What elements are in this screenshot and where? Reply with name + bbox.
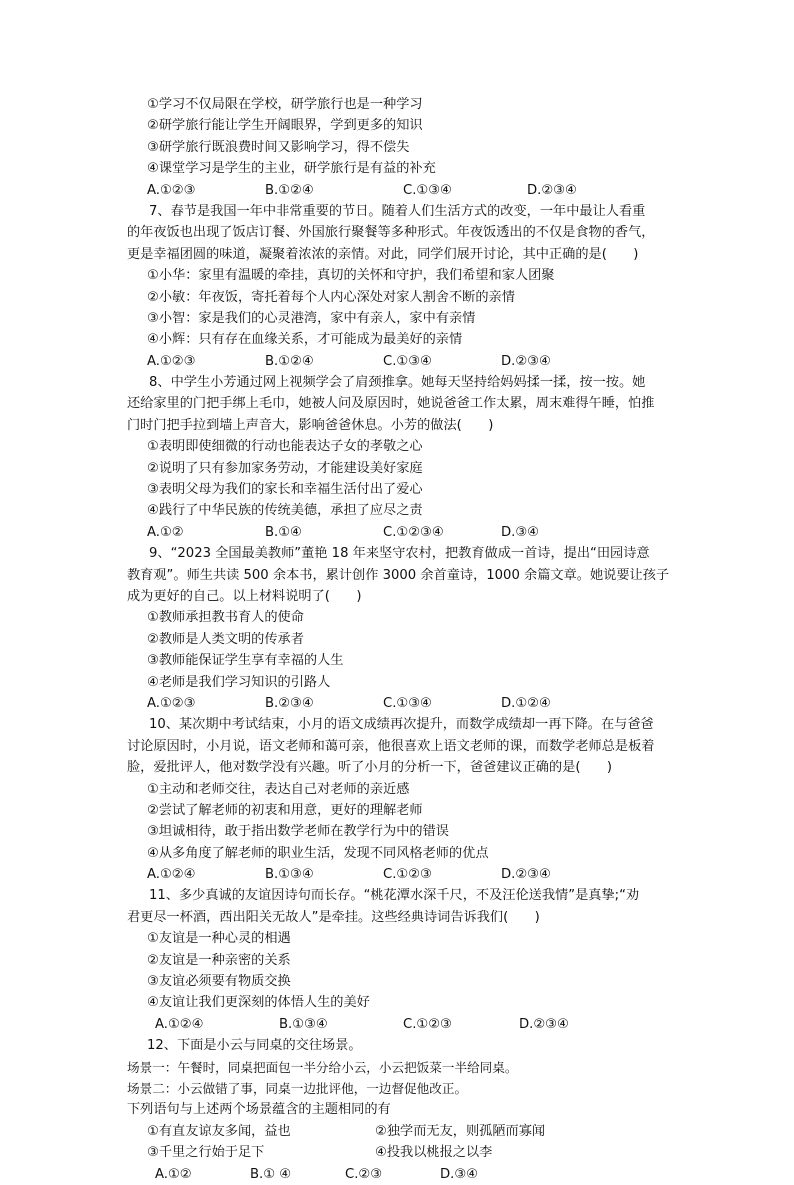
q9-stem-line-3: 成为更好的自己。以上材料说明了( ) [127, 588, 362, 604]
q10-options [127, 864, 687, 885]
q7-item-3: ③小智：家是我们的心灵港湾，家中有亲人，家中有亲情 [147, 310, 476, 326]
q11-item-1: ①友谊是一种心灵的相遇 [147, 931, 291, 947]
q12-items-row-2 [127, 1142, 687, 1163]
q12-option-c[interactable]: C.②③ [345, 1166, 383, 1182]
q12-options [127, 1164, 687, 1185]
q11-block [127, 885, 687, 1035]
q9-option-c[interactable]: C.①③④ [383, 695, 432, 711]
q12-item-3: ③千里之行始于足下 [147, 1145, 265, 1161]
q10-option-d[interactable]: D.②③④ [501, 867, 551, 883]
q7-option-d[interactable]: D.②③④ [501, 353, 551, 369]
q11-stem-line-2: 君更尽一杯酒，西出阳关无故人”是牵挂。这些经典诗词告诉我们( ) [127, 909, 540, 925]
q8-stem-line-1: 8、中学生小芳通过网上视频学会了肩颈推拿。她每天坚持给妈妈揉一揉，按一按。她 [149, 375, 646, 391]
q12-scene-1: 场景一：午餐时，同桌把面包一半分给小云，小云把饭菜一半给同桌。 [127, 1059, 518, 1075]
q6-option-a[interactable]: A.①②③ [147, 182, 196, 198]
q11-item-3: ③友谊必须要有物质交换 [147, 974, 291, 990]
q10-item-4: ④从多角度了解老师的职业生活，发现不同风格老师的优点 [147, 845, 489, 861]
q11-option-c[interactable]: C.①②③ [403, 1016, 452, 1032]
q7-option-b[interactable]: B.①②④ [265, 353, 314, 369]
q10-option-b[interactable]: B.①③④ [265, 867, 314, 883]
q11-item-2: ②友谊是一种亲密的关系 [147, 952, 291, 968]
q8-option-b[interactable]: B.①④ [265, 524, 302, 540]
q12-stem: 12、下面是小云与同桌的交往场景。 [147, 1038, 362, 1054]
q7-item-1: ①小华：家里有温暖的牵挂，真切的关怀和守护，我们希望和家人团聚 [147, 268, 555, 284]
q10-item-3: ③坦诚相待，敢于指出数学老师在教学行为中的错误 [147, 824, 449, 840]
q9-item-1: ①教师承担教书育人的使命 [147, 610, 304, 626]
q11-item-4: ④友谊让我们更深刻的体悟人生的美好 [147, 995, 370, 1011]
q8-option-d[interactable]: D.③④ [501, 524, 539, 540]
q8-item-3: ③表明父母为我们的家长和幸福生活付出了爱心 [147, 482, 423, 498]
q11-stem-line-1: 11、多少真诚的友谊因诗句而长存。“桃花潭水深千尺，不及汪伦送我情”是真挚;“劝 [149, 888, 640, 904]
q11-option-a[interactable]: A.①②④ [155, 1016, 204, 1032]
q12-item-4: ④投我以桃报之以李 [375, 1145, 493, 1161]
q8-options [127, 522, 687, 543]
q7-item-2: ②小敏：年夜饭，寄托着每个人内心深处对家人割舍不断的亲情 [147, 289, 515, 305]
q11-option-d[interactable]: D.②③④ [519, 1016, 569, 1032]
q10-option-c[interactable]: C.①②③ [383, 867, 432, 883]
q9-options [127, 693, 687, 714]
q12-block [127, 1035, 687, 1185]
q8-item-4: ④践行了中华民族的传统美德，承担了应尽之责 [147, 503, 423, 519]
q12-option-a[interactable]: A.①② [155, 1166, 192, 1182]
q12-option-d[interactable]: D.③④ [440, 1166, 478, 1182]
q7-option-a[interactable]: A.①②③ [147, 353, 196, 369]
q8-item-1: ①表明即使细微的行动也能表达子女的孝敬之心 [147, 439, 423, 455]
q10-item-1: ①主动和老师交往，表达自己对老师的亲近感 [147, 781, 410, 797]
q8-option-c[interactable]: C.①②③④ [383, 524, 444, 540]
q10-option-a[interactable]: A.①②④ [147, 867, 196, 883]
q7-options [127, 351, 687, 372]
q6-options [127, 180, 687, 201]
q9-option-a[interactable]: A.①②③ [147, 695, 196, 711]
q6-option-d[interactable]: D.②③④ [527, 182, 577, 198]
q7-stem-line-1: 7、春节是我国一年中非常重要的节日。随着人们生活方式的改变，一年中最让人看重 [149, 203, 646, 219]
q9-stem-line-1: 9、“2023 全国最美教师”董艳 18 年来坚守农村，把教育做成一首诗，提出“田园诗意 [149, 546, 650, 562]
q7-stem-line-3: 更是幸福团圆的味道，凝聚着浓浓的亲情。对此，同学们展开讨论，其中正确的是( ) [127, 246, 639, 262]
q6-block [127, 94, 687, 201]
q12-option-b[interactable]: B.① ④ [250, 1166, 292, 1182]
q10-stem-line-3: 脸，爱批评人，他对数学没有兴趣。听了小月的分析一下，爸爸建议正确的是( ) [127, 760, 613, 776]
q12-items-row-1 [127, 1121, 687, 1142]
q9-item-4: ④老师是我们学习知识的引路人 [147, 674, 331, 690]
q9-block [127, 543, 687, 714]
q12-question: 下列语句与上述两个场景蕴含的主题相同的有 [127, 1102, 391, 1118]
q6-item-3: ③研学旅行既浪费时间又影响学习，得不偿失 [147, 139, 410, 155]
q6-item-1: ①学习不仅局限在学校，研学旅行也是一种学习 [147, 97, 423, 112]
q7-stem-line-2: 的年夜饭也出现了饭店订餐、外国旅行聚餐等多种形式。年夜饭透出的不仅是食物的香气， [127, 225, 655, 241]
q7-item-4: ④小辉：只有存在血缘关系，才可能成为最美好的亲情 [147, 332, 463, 348]
q12-scene-2: 场景二：小云做错了事，同桌一边批评他，一边督促他改正。 [127, 1080, 468, 1096]
q11-options [127, 1014, 687, 1035]
q8-option-a[interactable]: A.①② [147, 524, 184, 540]
q10-stem-line-2: 讨论原因时，小月说，语文老师和蔼可亲，他很喜欢上语文老师的课，而数学老师总是板着 [127, 738, 655, 754]
q9-item-3: ③教师能保证学生享有幸福的人生 [147, 653, 344, 669]
q11-option-b[interactable]: B.①③④ [279, 1016, 328, 1032]
q9-option-d[interactable]: D.①②④ [501, 695, 551, 711]
q6-item-2: ②研学旅行能让学生开阔眼界，学到更多的知识 [147, 118, 423, 134]
q8-item-2: ②说明了只有参加家务劳动，才能建设美好家庭 [147, 460, 423, 476]
q8-block [127, 372, 687, 543]
q7-option-c[interactable]: C.①③④ [383, 353, 432, 369]
q9-option-b[interactable]: B.②③④ [265, 695, 314, 711]
q8-stem-line-3: 门时门把手拉到墙上声音大，影响爸爸休息。小芳的做法( ) [127, 417, 494, 433]
q12-item-2: ②独学而无友，则孤陋而寡闻 [375, 1123, 546, 1139]
question-column [127, 94, 687, 1185]
q12-item-1: ①有直友谅友多闻，益也 [147, 1123, 291, 1139]
q10-block [127, 714, 687, 885]
q6-option-b[interactable]: B.①②④ [265, 182, 314, 198]
q6-option-c[interactable]: C.①③④ [403, 182, 452, 198]
q10-stem-line-1: 10、某次期中考试结束，小月的语文成绩再次提升，而数学成绩却一再下降。在与爸爸 [149, 717, 654, 733]
q9-stem-line-2: 教育观”。师生共读 500 余本书，累计创作 3000 余首童诗，1000 余篇文章。她说要让孩子 [127, 567, 670, 583]
q8-stem-line-2: 还给家里的门把手绑上毛巾，她被人问及原因时，她说爸爸工作太累，周末难得午睡，怕推 [127, 396, 655, 412]
q7-block [127, 201, 687, 372]
q9-item-2: ②教师是人类文明的传承者 [147, 631, 304, 647]
q6-item-4: ④课堂学习是学生的主业，研学旅行是有益的补充 [147, 161, 436, 177]
q10-item-2: ②尝试了解老师的初衷和用意，更好的理解老师 [147, 802, 423, 818]
